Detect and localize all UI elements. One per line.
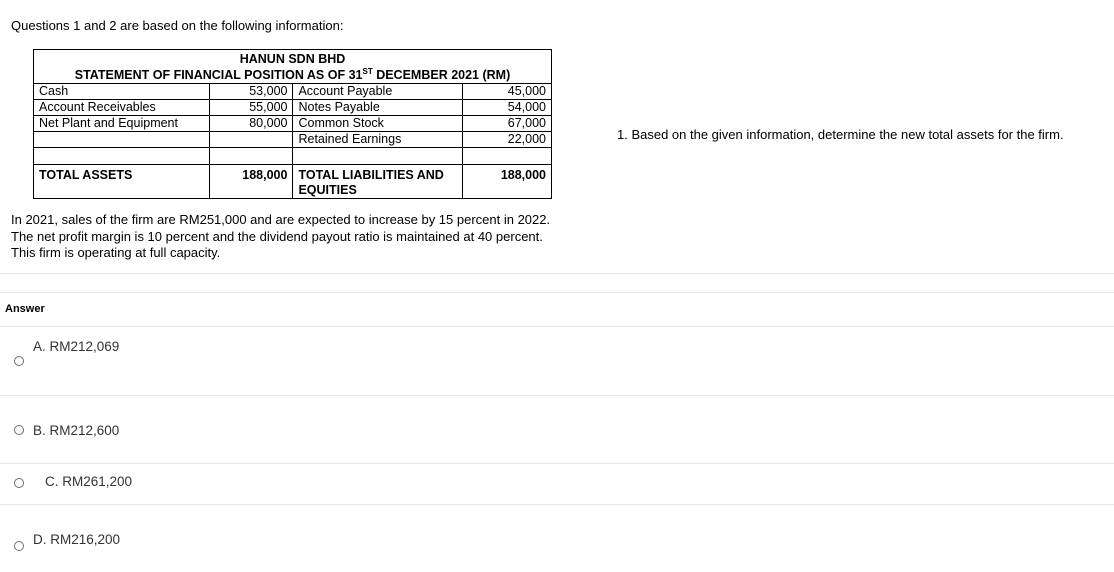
divider (0, 326, 1114, 327)
statement-title: STATEMENT OF FINANCIAL POSITION AS OF 31ST DECEMBER 2021 (RM) (74, 67, 511, 82)
empty-cell (463, 148, 552, 165)
info-line: In 2021, sales of the firm are RM251,000 and are expected to increase by 15 percent in 2022. (11, 212, 551, 227)
total-assets-value: 188,000 (209, 165, 293, 199)
asset-label: Cash (34, 84, 210, 100)
liability-label: Retained Earnings (293, 132, 463, 148)
option-d-radio[interactable] (14, 541, 24, 551)
liability-label: Account Payable (293, 84, 463, 100)
divider (0, 292, 1114, 293)
empty-cell (209, 148, 293, 165)
balance-sheet (33, 49, 552, 199)
company-name: HANUN SDN BHD (239, 52, 346, 66)
balance-sheet-table (33, 49, 552, 199)
divider (0, 395, 1114, 396)
option-c-radio[interactable] (14, 478, 24, 488)
total-liabilities-label: TOTAL LIABILITIES AND EQUITIES (293, 165, 463, 199)
asset-value: 55,000 (209, 100, 293, 116)
liability-value: 22,000 (463, 132, 552, 148)
asset-value: 80,000 (209, 116, 293, 132)
option-c-label[interactable]: C. RM261,200 (45, 474, 133, 489)
liability-label: Common Stock (293, 116, 463, 132)
info-paragraph (11, 212, 611, 262)
liability-label: Notes Payable (293, 100, 463, 116)
intro-text: Questions 1 and 2 are based on the following information: (11, 18, 344, 33)
totals-row (34, 165, 552, 199)
liability-value: 67,000 (463, 116, 552, 132)
liability-value: 54,000 (463, 100, 552, 116)
option-a-label[interactable]: A. RM212,069 (33, 339, 120, 354)
asset-value: 53,000 (209, 84, 293, 100)
option-b-radio[interactable] (14, 425, 24, 435)
liability-value: 45,000 (463, 84, 552, 100)
empty-cell (34, 148, 210, 165)
option-a-radio[interactable] (14, 356, 24, 366)
divider (0, 273, 1114, 274)
info-line: The net profit margin is 10 percent and the dividend payout ratio is maintained at 40 percent. (11, 228, 543, 244)
total-assets-label: TOTAL ASSETS (34, 165, 210, 199)
balance-sheet-header (34, 50, 552, 84)
question-text: 1. Based on the given information, determine the new total assets for the firm. (617, 127, 1064, 142)
answer-label: Answer (5, 303, 45, 315)
empty-cell (209, 132, 293, 148)
empty-cell (293, 148, 463, 165)
table-row (34, 132, 552, 148)
empty-cell (34, 132, 210, 148)
table-row (34, 84, 552, 100)
divider (0, 504, 1114, 505)
total-liabilities-value: 188,000 (463, 165, 552, 199)
info-line: This firm is operating at full capacity. (11, 245, 221, 260)
table-row (34, 116, 552, 132)
divider (0, 463, 1114, 464)
asset-label: Account Receivables (34, 100, 210, 116)
option-d-label[interactable]: D. RM216,200 (33, 532, 121, 547)
asset-label: Net Plant and Equipment (34, 116, 210, 132)
option-b-label[interactable]: B. RM212,600 (33, 423, 120, 438)
table-row (34, 100, 552, 116)
table-row-blank (34, 148, 552, 165)
